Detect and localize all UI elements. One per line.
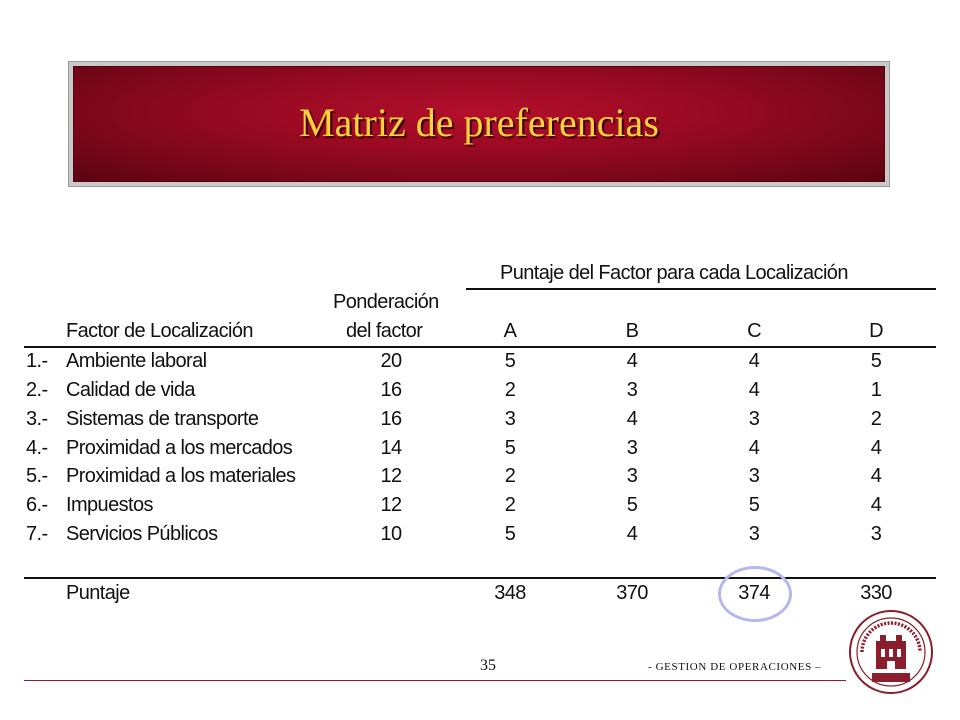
weight-cell: 16	[380, 379, 402, 401]
score-cell-b: 5	[626, 494, 638, 516]
row-number: 5.-	[26, 465, 48, 487]
weight-cell: 12	[380, 465, 402, 487]
score-cell-c: 5	[748, 494, 760, 516]
weight-cell: 20	[380, 350, 402, 372]
score-cell-d: 4	[870, 437, 882, 459]
factor-label: Ambiente laboral	[66, 350, 207, 372]
weight-cell: 16	[380, 408, 402, 430]
header-rule	[24, 346, 936, 348]
score-cell-c: 3	[748, 408, 760, 430]
factor-label: Sistemas de transporte	[66, 408, 259, 430]
university-seal-logo	[848, 609, 934, 695]
footer-rule	[24, 680, 846, 681]
score-cell-c: 4	[748, 437, 760, 459]
score-cell-b: 4	[626, 408, 638, 430]
score-cell-a: 2	[504, 494, 516, 516]
column-header-b: B	[625, 320, 639, 342]
slide-title: Matriz de preferencias	[299, 99, 659, 145]
group-header: Puntaje del Factor para cada Localización	[500, 262, 848, 284]
factor-header: Factor de Localización	[66, 320, 253, 342]
score-cell-d: 5	[870, 350, 882, 372]
column-header-c: C	[747, 320, 761, 342]
column-header-d: D	[869, 320, 883, 342]
row-number: 1.-	[26, 350, 48, 372]
row-number: 6.-	[26, 494, 48, 516]
factor-label: Proximidad a los materiales	[66, 465, 296, 487]
score-cell-b: 3	[626, 465, 638, 487]
factor-label: Servicios Públicos	[66, 523, 218, 545]
score-cell-a: 2	[504, 379, 516, 401]
score-cell-c: 4	[748, 350, 760, 372]
weight-cell: 12	[380, 494, 402, 516]
score-cell-a: 5	[504, 437, 516, 459]
score-cell-d: 3	[870, 523, 882, 545]
column-header-a: A	[503, 320, 517, 342]
total-cell-d: 330	[860, 582, 892, 604]
weight-cell: 14	[380, 437, 402, 459]
course-footer: - GESTION DE OPERACIONES –	[648, 661, 822, 673]
score-cell-c: 4	[748, 379, 760, 401]
weight-header-line2: del factor	[346, 320, 423, 342]
score-cell-d: 1	[870, 379, 882, 401]
weight-header-line1: Ponderación	[333, 291, 439, 313]
score-cell-b: 4	[626, 523, 638, 545]
best-score-highlight-circle	[718, 566, 792, 622]
total-cell-b: 370	[616, 582, 648, 604]
score-cell-b: 4	[626, 350, 638, 372]
score-cell-d: 4	[870, 494, 882, 516]
score-cell-d: 4	[870, 465, 882, 487]
score-cell-b: 3	[626, 379, 638, 401]
weight-cell: 10	[380, 523, 402, 545]
total-cell-a: 348	[494, 582, 526, 604]
row-number: 2.-	[26, 379, 48, 401]
group-header-rule	[466, 288, 936, 290]
score-cell-a: 3	[504, 408, 516, 430]
row-number: 4.-	[26, 437, 48, 459]
score-cell-b: 3	[626, 437, 638, 459]
score-cell-c: 3	[748, 523, 760, 545]
row-number: 7.-	[26, 523, 48, 545]
score-cell-a: 5	[504, 350, 516, 372]
total-label: Puntaje	[66, 582, 130, 604]
page-number: 35	[480, 657, 496, 674]
total-rule	[24, 577, 936, 579]
factor-label: Impuestos	[66, 494, 153, 516]
score-cell-a: 2	[504, 465, 516, 487]
factor-label: Calidad de vida	[66, 379, 195, 401]
row-number: 3.-	[26, 408, 48, 430]
score-cell-d: 2	[870, 408, 882, 430]
score-cell-c: 3	[748, 465, 760, 487]
factor-label: Proximidad a los mercados	[66, 437, 293, 459]
score-cell-a: 5	[504, 523, 516, 545]
total-cell-c: 374	[738, 582, 770, 604]
